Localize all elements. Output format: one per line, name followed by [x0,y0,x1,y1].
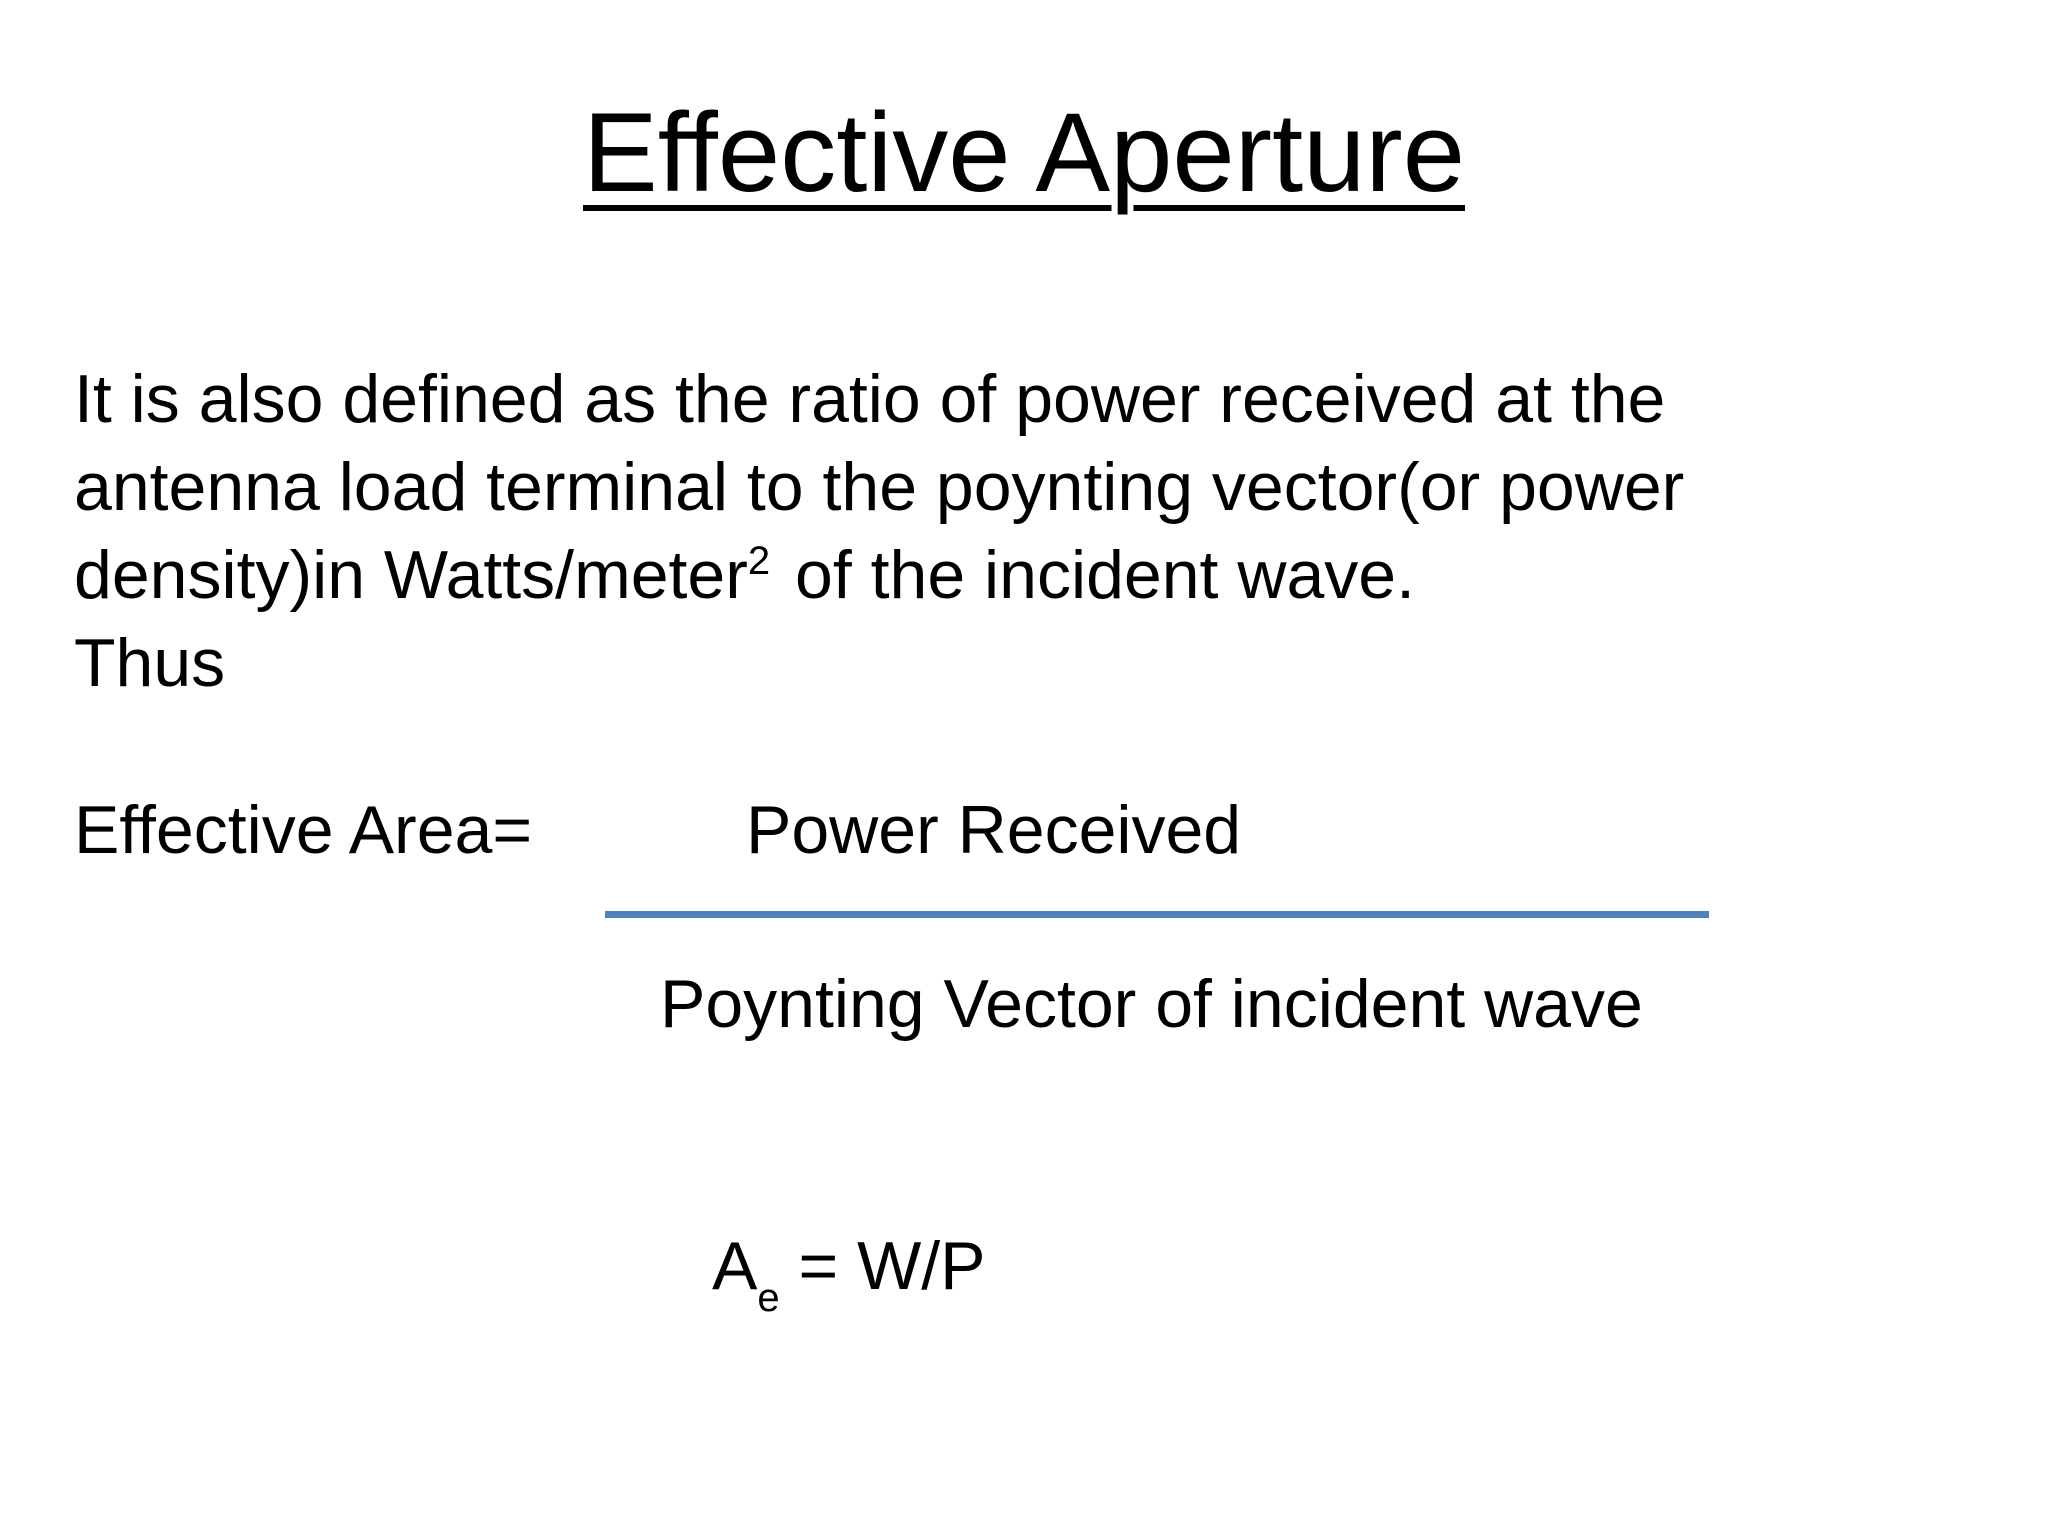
formula-subscript: e [757,1276,780,1320]
paragraph-line-3 [74,531,1974,619]
definition-paragraph [74,355,1974,707]
formula-symbol: A [712,1228,758,1304]
slide-title [0,88,2048,218]
equation-label: Effective Area= [74,792,533,868]
fraction-denominator: Poynting Vector of incident wave [660,966,1643,1042]
fraction-numerator: Power Received [746,792,1242,868]
formula-rhs: = W/P [779,1228,986,1304]
slide-title-text: Effective Aperture [583,90,1465,215]
paragraph-line-2: antenna load terminal to the poynting vector(or power [74,449,1685,525]
effective-area-formula [712,1222,986,1320]
fraction-bar [605,911,1709,918]
paragraph-line-4: Thus [74,625,226,701]
paragraph-line-3-start: density)in Watts/meter [74,537,748,613]
paragraph-line-3-end: of the incident wave. [776,537,1415,613]
squared-superscript: 2 [747,539,771,583]
paragraph-line-1: It is also defined as the ratio of power received at the [74,361,1666,437]
